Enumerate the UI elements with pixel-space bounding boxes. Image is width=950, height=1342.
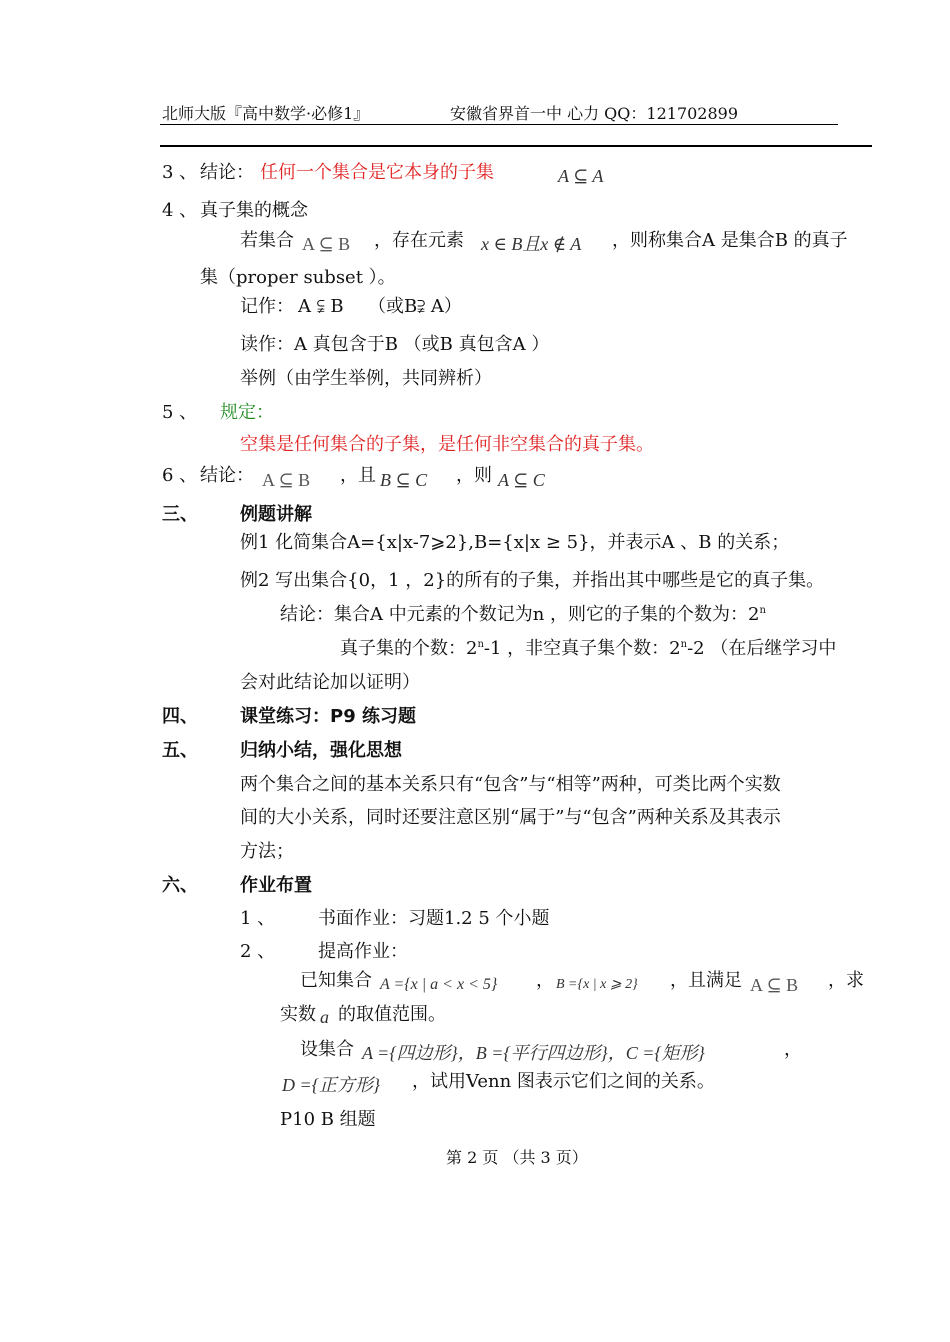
hw2-number: 2 、: [240, 941, 276, 962]
item3-label: 结论：: [200, 162, 254, 183]
q2-set-d: D ={正方形}: [282, 1075, 381, 1095]
q3-text: P10 B 组题: [280, 1109, 376, 1130]
item3-math: A ⊆ A: [558, 166, 604, 186]
sec3-conclusion-a: 结论：集合A 中元素的个数记为n ，则它的子集的个数为：2$^n$: [280, 604, 766, 625]
item6-number: 6 、: [162, 465, 198, 486]
item4-def-cont: 集（proper subset ）。: [200, 267, 396, 288]
item4-def-mid: ，存在元素: [374, 230, 464, 251]
item6-math-3: A ⊆ C: [498, 470, 545, 490]
sec4-title: 课堂练习：P9 练习题: [240, 706, 416, 727]
item6-and: ，且: [340, 465, 376, 486]
sec6-title: 作业布置: [240, 875, 312, 896]
q1-var: a: [320, 1007, 329, 1027]
sec6-number: 六、: [162, 875, 198, 896]
item4-example: 举例（由学生举例，共同辨析）: [240, 368, 492, 389]
sec5-number: 五、: [162, 740, 198, 761]
hw1-number: 1 、: [240, 908, 276, 929]
item6-math-1: A ⊆ B: [262, 470, 311, 490]
header-rule-thin: [160, 124, 838, 125]
sec5-summary-2: 间的大小关系，同时还要注意区别“属于”与“包含”两种关系及其表示: [240, 807, 781, 828]
q1-end: ，求: [828, 970, 864, 991]
item3-number: 3 、: [162, 162, 198, 183]
item5-number: 5 、: [162, 402, 198, 423]
sec3-conclusion-c: 会对此结论加以证明）: [240, 672, 420, 693]
sec4-number: 四、: [162, 706, 198, 727]
item3-conclusion: 任何一个集合是它本身的子集: [260, 162, 494, 183]
hw1-text: 书面作业：习题1.2 5 个小题: [318, 908, 550, 929]
item4-def-post: ，则称集合A 是集合B 的真子: [612, 230, 848, 251]
q1-set-b: B ={x | x ⩾ 2}: [556, 977, 638, 992]
sec3-conclusion-b: 真子集的个数：2$^n$-1 ，非空真子集个数：2$^n$-2 （在后继学习中: [340, 638, 837, 659]
item4-notation-a: A ⫋ B: [298, 296, 344, 317]
q1-cond: A ⊆ B: [750, 975, 799, 995]
item5-rule: 空集是任何集合的子集，是任何非空集合的真子集。: [240, 434, 654, 455]
sec3-title: 例题讲解: [240, 504, 312, 525]
header-title: 北师大版『高中数学·必修1』: [162, 104, 370, 123]
q2-post: ，试用Venn 图表示它们之间的关系。: [412, 1071, 715, 1092]
q1-line2-pre: 实数: [280, 1004, 316, 1025]
item6-then: ，则: [456, 465, 492, 486]
sec3-example-1: 例1 化简集合A={x|x-7⩾2},B={x|x ≥ 5}，并表示A 、B 的关系；: [240, 532, 790, 553]
q1-line2-post: 的取值范围。: [338, 1004, 446, 1025]
item4-title: 真子集的概念: [200, 200, 308, 221]
header-rule-thick: [160, 145, 872, 147]
q2-pre: 设集合: [300, 1039, 354, 1060]
q1-set-a: A ={x | a < x < 5}: [380, 976, 498, 993]
sec5-title: 归纳小结，强化思想: [240, 740, 402, 761]
item5-label: 规定：: [220, 402, 274, 423]
item4-read: 读作：A 真包含于B （或B 真包含A ）: [240, 334, 550, 355]
item6-label: 结论：: [200, 465, 254, 486]
item4-def-pre: 若集合: [240, 230, 294, 251]
q1-comma: ，: [536, 970, 554, 991]
page-number: 第 2 页 （共 3 页）: [446, 1148, 588, 1167]
q2-comma: ，: [784, 1039, 802, 1060]
item4-notation-b: （或B⫌ A）: [368, 296, 462, 317]
sec3-number: 三、: [162, 504, 198, 525]
hw2-text: 提高作业：: [318, 941, 408, 962]
q1-pre: 已知集合: [300, 970, 372, 991]
item4-number: 4 、: [162, 200, 198, 221]
item4-def-cond: A ⊆ B: [302, 234, 351, 254]
item4-def-elem: x ∈ B且x ∉ A: [481, 234, 582, 254]
sec3-example-2: 例2 写出集合{0，1 ，2}的所有的子集，并指出其中哪些是它的真子集。: [240, 570, 825, 591]
header-author: 安徽省界首一中 心力 QQ：121702899: [450, 104, 739, 123]
q1-post: ，且满足: [670, 970, 742, 991]
sec5-summary-1: 两个集合之间的基本关系只有“包含”与“相等”两种，可类比两个实数: [240, 774, 781, 795]
item6-math-2: B ⊆ C: [380, 470, 428, 490]
item4-notation-label: 记作：: [240, 296, 294, 317]
sec5-summary-3: 方法；: [240, 841, 294, 862]
q2-sets: A ={四边形}，B ={平行四边形}，C ={矩形}: [362, 1043, 705, 1063]
